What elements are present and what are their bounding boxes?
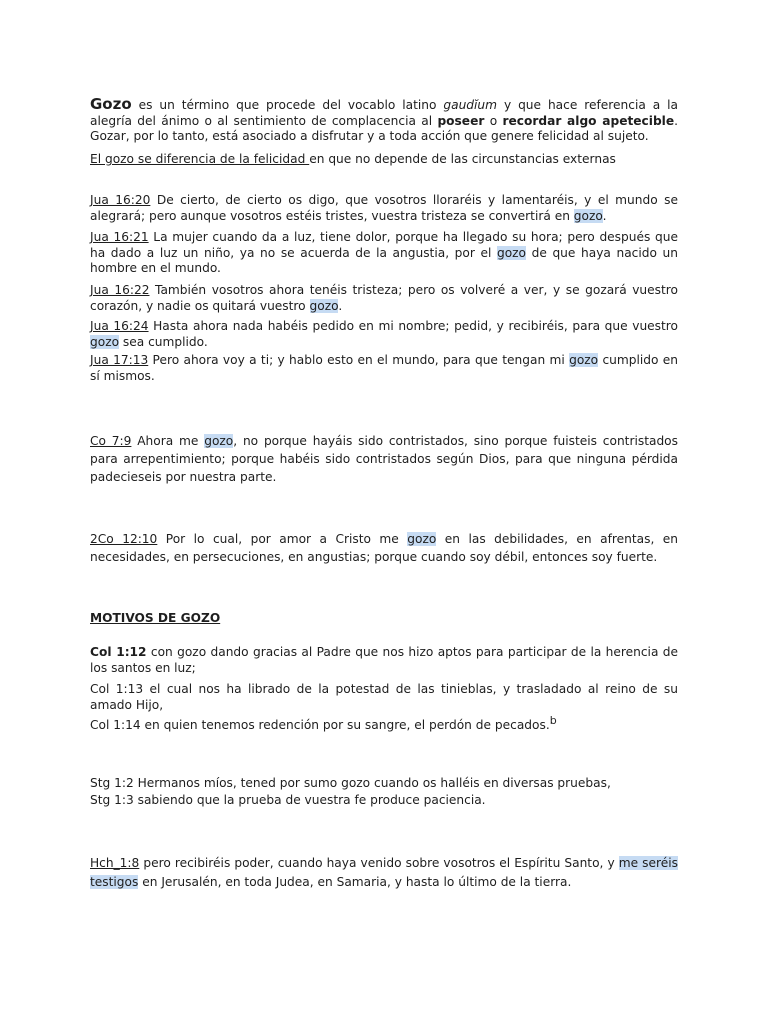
highlight-gozo: gozo (573, 208, 603, 223)
intro-bold-2: recordar algo apetecible (502, 113, 675, 128)
verse-ref[interactable]: Hch_1:8 (90, 856, 140, 870)
verse-text: De cierto, de cierto os digo, que vosotros lloraréis y lamentaréis, y el mundo se alegrará; pero aunque vosotros estéis tristes, vuestra tristeza se convertirá en (90, 193, 678, 223)
highlight-gozo: gozo (407, 532, 437, 546)
footnote-marker: b (549, 713, 557, 727)
verse-text-after: . (602, 208, 607, 223)
verse-text-after: . (338, 298, 343, 313)
verse-text-after: de que haya nacido un hombre en el mundo. (90, 245, 678, 275)
verse-jua-16-24 (90, 319, 678, 350)
verse-text-after: en las debilidades, en afrentas, en necesidades, en persecuciones, en angustias; porque cuando soy débil, entonces soy fuerte. (90, 532, 679, 564)
highlight-gozo: gozo (204, 434, 234, 448)
intro-latin: gaudĭum (443, 98, 498, 112)
verse-2co-12-10 (90, 530, 678, 566)
verse-text: Pero ahora voy a ti; y hablo esto en el mundo, para que tengan mi (148, 353, 570, 367)
verse-jua-17-13 (90, 353, 678, 384)
intro-bold-1: poseer (437, 113, 485, 128)
intro-word: Gozo (90, 95, 132, 113)
verse-text-after: sea cumplido. (119, 334, 208, 349)
highlight-gozo: gozo (569, 353, 599, 367)
verse-text: Por lo cual, por amor a Cristo me (157, 532, 408, 546)
verse-text: Hasta ahora nada habéis pedido en mi nombre; pedid, y recibiréis, para que vuestro (148, 319, 678, 333)
highlight-gozo: gozo (90, 334, 120, 349)
intro-text-4: . Gozar, por lo tanto, está asociado a disfrutar y a toda acción que genere felicidad al sujeto. (90, 113, 678, 143)
verse-jua-16-20 (90, 193, 678, 224)
verse-stg-1-2: Stg 1:2 Hermanos míos, tened por sumo gozo cuando os halléis en diversas pruebas, (90, 776, 611, 790)
verse-text-after: cumplido en sí mismos. (90, 353, 678, 383)
verse-text: También vosotros ahora tenéis tristeza; pero os volveré a ver, y se gozará vuestro corazón, y nadie os quitará vuestro (90, 283, 678, 313)
difference-underlined: El gozo se diferencia de la felicidad (90, 152, 310, 166)
verse-jua-16-22 (90, 283, 678, 314)
verse-text: con gozo dando gracias al Padre que nos hizo aptos para participar de la herencia de los santos en luz; (90, 645, 678, 675)
verse-col-1-12 (90, 645, 678, 676)
verse-ref[interactable]: Co 7:9 (90, 434, 132, 448)
intro-text-2: y que hace referencia a la alegría del ánimo o al sentimiento de complacencia al (90, 98, 678, 128)
difference-rest: en que no depende de las circunstancias externas (309, 152, 616, 166)
verse-text-after: , no porque hayáis sido contristados, sino porque fuisteis contristados para arrepentimiento; porque habéis sido contristados según Dios, para que ninguna pérdida padecieseis por nuestra parte. (90, 434, 678, 484)
verse-co-7-9 (90, 432, 678, 486)
highlight-gozo: gozo (309, 298, 339, 313)
verse-ref[interactable]: Jua 17:13 (90, 353, 149, 367)
verse-col-1-14 (90, 713, 678, 734)
section-heading: MOTIVOS DE GOZO (90, 611, 221, 625)
verse-stg-1-3: Stg 1:3 sabiendo que la prueba de vuestra fe produce paciencia. (90, 793, 486, 807)
highlight-gozo: gozo (496, 245, 527, 260)
verse-text: Ahora me (131, 434, 205, 448)
verse-text: pero recibiréis poder, cuando haya venido sobre vosotros el Espíritu Santo, y (139, 856, 619, 870)
intro-text-1: es un término que procede del vocablo latino (131, 98, 444, 112)
verse-ref[interactable]: 2Co 12:10 (90, 532, 158, 546)
verse-ref[interactable]: Jua 16:20 (90, 193, 151, 207)
verse-ref: Col 1:12 (90, 645, 147, 659)
highlight-me-sereis: me seréis (618, 856, 678, 870)
verse-ref[interactable]: Jua 16:24 (90, 319, 149, 333)
intro-text-3: o (484, 113, 503, 128)
verse-col-1-13: Col 1:13 el cual nos ha librado de la potestad de las tinieblas, y trasladado al reino de su amado Hijo, (90, 682, 678, 712)
verse-ref[interactable]: Jua 16:21 (90, 230, 149, 244)
difference-line (90, 152, 678, 168)
verse-text: Col 1:14 en quien tenemos redención por su sangre, el perdón de pecados. (90, 718, 550, 732)
highlight-testigos: testigos (90, 875, 139, 889)
verse-ref[interactable]: Jua 16:22 (90, 283, 150, 297)
verse-jua-16-21 (90, 230, 678, 277)
verse-hch-1-8 (90, 854, 678, 892)
verse-text-after: en Jerusalén, en toda Judea, en Samaria, y hasta lo último de la tierra. (138, 875, 572, 889)
intro-paragraph (90, 97, 678, 145)
verse-text: La mujer cuando da a luz, tiene dolor, porque ha llegado su hora; pero después que ha dado a luz un niño, ya no se acuerda de la angustia, por el (90, 230, 678, 260)
